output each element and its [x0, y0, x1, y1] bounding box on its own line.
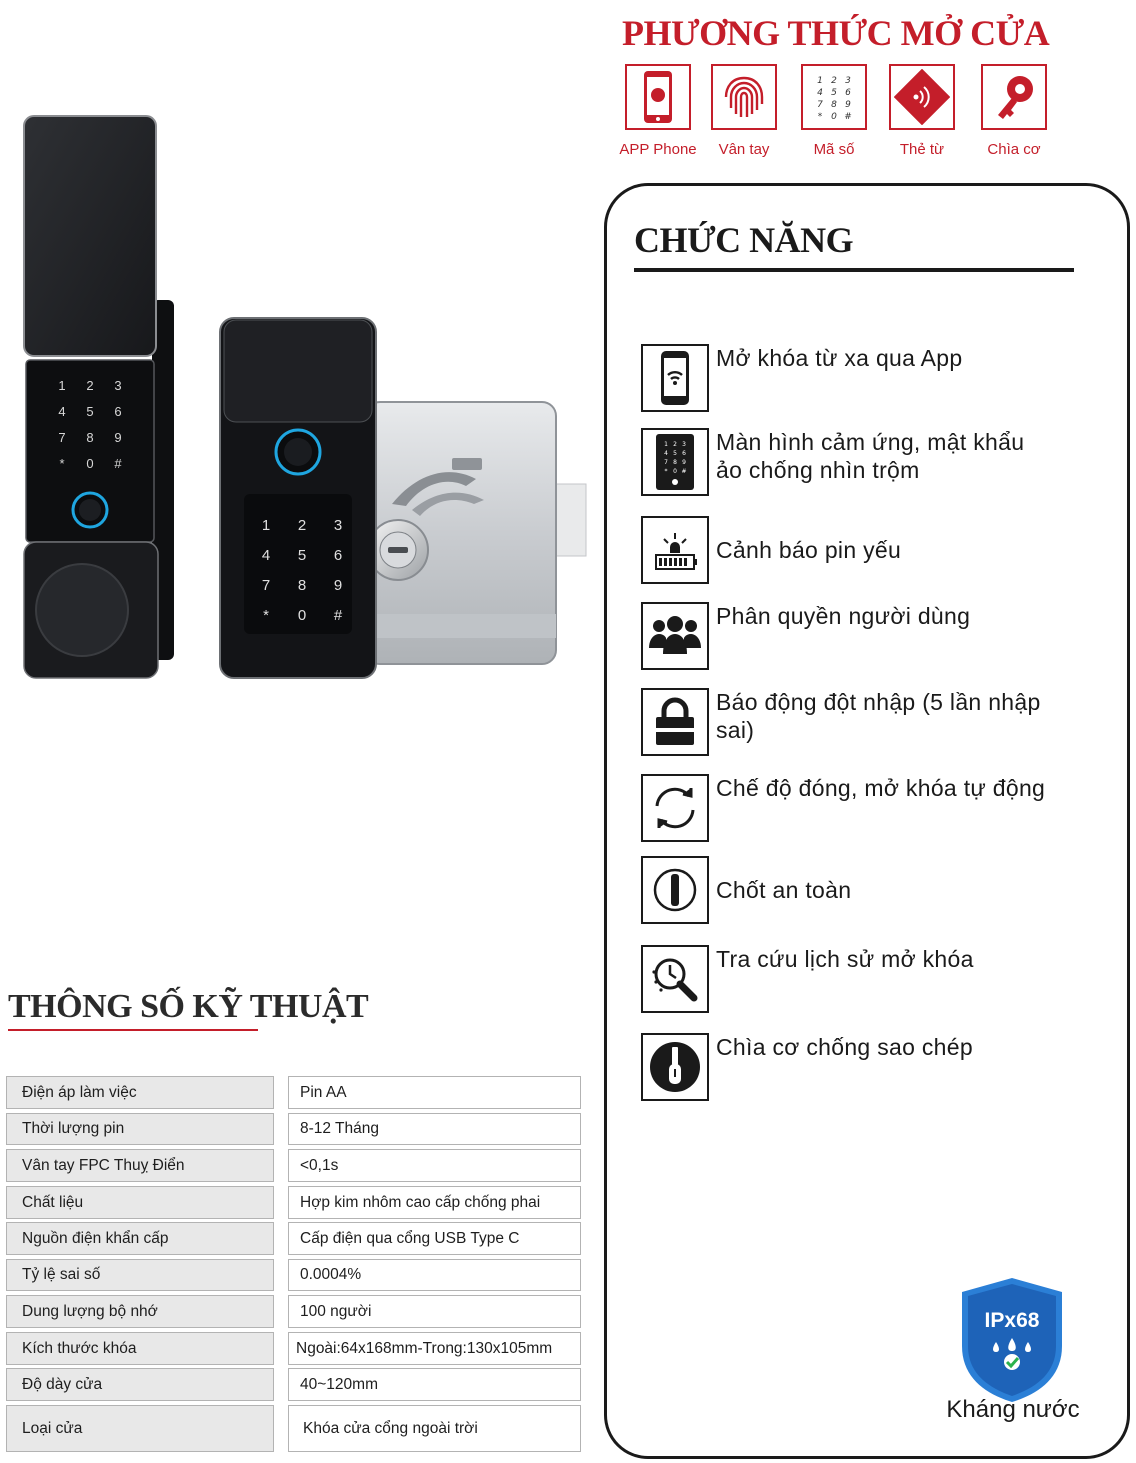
keypad-key: 9	[845, 100, 851, 110]
gate-rim-lock-image	[216, 314, 588, 686]
feature-text: Cảnh báo pin yếu	[716, 537, 902, 563]
keypad-key: 3	[114, 378, 122, 393]
spec-key: Tỷ lệ sai số	[6, 1259, 274, 1291]
anti-copy-key-icon	[641, 1033, 709, 1101]
keypad-key: #	[681, 468, 687, 475]
opening-methods-title: PHƯƠNG THỨC MỞ CỬA	[622, 13, 1050, 53]
keypad-key: 0	[86, 456, 94, 471]
method-label: Chìa cơ	[987, 141, 1041, 158]
keypad-key: 4	[817, 88, 823, 98]
spec-value: 8-12 Tháng	[288, 1113, 581, 1145]
specs-title: THÔNG SỐ KỸ THUẬT	[8, 988, 369, 1025]
keypad-key: 3	[333, 517, 343, 534]
keypad-key: 9	[682, 459, 686, 466]
rfid-card-icon	[889, 64, 955, 130]
keypad-key: #	[333, 607, 343, 624]
keypad-key: *	[263, 607, 269, 624]
keypad-key: 5	[86, 404, 94, 419]
keypad-key: 4	[58, 404, 66, 419]
ipx68-waterproof-badge	[958, 1276, 1066, 1404]
spec-key: Thời lượng pin	[6, 1113, 274, 1145]
feature-text: Chế độ đóng, mở khóa tự động	[716, 775, 1046, 801]
features-title: CHỨC NĂNG	[634, 220, 854, 260]
keypad-key: 7	[261, 577, 271, 594]
keypad-key: 6	[333, 547, 343, 564]
keypad-key: 9	[333, 577, 343, 594]
spec-value: Ngoài:64x168mm-Trong:130x105mm	[288, 1332, 581, 1365]
keypad-key: 0	[297, 607, 307, 624]
keypad-key: 6	[845, 88, 851, 98]
keypad-key: 5	[673, 450, 677, 457]
method-passcode	[788, 64, 880, 158]
phone-wifi-icon	[641, 344, 709, 412]
method-rfid-card	[876, 64, 968, 158]
history-search-icon	[641, 945, 709, 1013]
spec-row-door-thickness	[6, 1368, 582, 1401]
keypad-key: 7	[817, 100, 823, 110]
sliding-smart-lock-image	[20, 112, 180, 684]
method-fingerprint	[698, 64, 790, 158]
keypad-key: *	[664, 468, 668, 475]
spec-key: Chất liệu	[6, 1186, 274, 1219]
keypad-key: 4	[664, 450, 668, 457]
keypad-key: 2	[297, 517, 307, 534]
spec-value: Hợp kim nhôm cao cấp chống phai	[288, 1186, 581, 1219]
keypad-key: 8	[297, 577, 307, 594]
keypad-key: 0	[673, 468, 677, 475]
feature-text: Báo động đột nhập (5 lần nhập sai)	[716, 689, 1041, 743]
keypad-key: #	[114, 456, 122, 471]
method-app-phone	[612, 64, 704, 158]
keypad-key: 1	[58, 378, 66, 393]
keypad-key: #	[844, 112, 852, 122]
spec-key: Độ dày cửa	[6, 1368, 274, 1401]
specs-title-underline	[8, 1029, 258, 1031]
keypad-key: 6	[114, 404, 122, 419]
spec-value: 40~120mm	[288, 1368, 581, 1401]
keypad-key: 7	[664, 459, 668, 466]
keypad-key: 4	[261, 547, 271, 564]
keypad-key: 8	[673, 459, 677, 466]
keypad-key: 8	[831, 100, 837, 110]
spec-value: 0.0004%	[288, 1259, 581, 1291]
ip-rating-code: IPx68	[984, 1309, 1040, 1332]
spec-value: Khóa cửa cổng ngoài trời	[288, 1405, 581, 1452]
method-mechanical-key	[968, 64, 1060, 158]
keypad-key: 9	[114, 430, 122, 445]
keypad-key: 3	[682, 441, 686, 448]
spec-row-emergency-power	[6, 1222, 582, 1255]
opening-methods-list	[608, 64, 1058, 164]
spec-key: Nguồn điện khẩn cấp	[6, 1222, 274, 1255]
smartphone-app-icon	[625, 64, 691, 130]
keypad-key: 1	[261, 517, 271, 534]
spec-key: Dung lượng bộ nhớ	[6, 1295, 274, 1328]
spec-value: 100 người	[288, 1295, 581, 1328]
spec-value: Pin AA	[288, 1076, 581, 1109]
method-label: APP Phone	[619, 141, 697, 158]
waterproof-label: Kháng nước	[946, 1396, 1080, 1423]
feature-text: Màn hình cảm ứng, mật khẩu ảo chống nhìn trộm	[716, 429, 1025, 483]
keypad-key: 2	[831, 76, 837, 86]
keypad-icon	[801, 64, 867, 130]
padlock-alarm-icon	[641, 688, 709, 756]
spec-row-voltage	[6, 1076, 582, 1109]
feature-text: Tra cứu lịch sử mở khóa	[716, 946, 974, 972]
method-label: Thẻ từ	[899, 141, 945, 158]
spec-value: <0,1s	[288, 1149, 581, 1182]
keypad-key: 8	[86, 430, 94, 445]
keypad-key: 5	[297, 547, 307, 564]
keypad-key: 2	[673, 441, 677, 448]
users-group-icon	[641, 602, 709, 670]
keypad-key: 2	[86, 378, 94, 393]
keypad-key: 5	[831, 88, 837, 98]
spec-row-material	[6, 1186, 582, 1219]
key-icon	[981, 64, 1047, 130]
spec-key: Kích thước khóa	[6, 1332, 274, 1365]
spec-row-battery-life	[6, 1113, 582, 1145]
spec-key: Loại cửa	[6, 1405, 274, 1452]
feature-text: Mở khóa từ xa qua App	[716, 345, 963, 371]
auto-cycle-icon	[641, 774, 709, 842]
keypad-key: 1	[817, 76, 823, 86]
feature-text: Chìa cơ chống sao chép	[716, 1034, 973, 1060]
keypad-key: 7	[58, 430, 66, 445]
spec-key: Điện áp làm việc	[6, 1076, 274, 1109]
spec-row-error-rate	[6, 1259, 582, 1291]
keypad-key: 0	[831, 112, 837, 122]
spec-key: Vân tay FPC Thuỵ Điển	[6, 1149, 274, 1182]
method-label: Mã số	[813, 141, 855, 158]
safety-latch-icon	[641, 856, 709, 924]
keypad-key: 1	[664, 441, 668, 448]
keypad-key: 6	[682, 450, 686, 457]
spec-value: Cấp điện qua cổng USB Type C	[288, 1222, 581, 1255]
keypad-key: *	[817, 112, 823, 122]
touch-keypad-icon	[641, 428, 709, 496]
keypad-key: *	[59, 456, 65, 471]
features-title-underline	[634, 268, 1074, 272]
spec-row-dimensions	[6, 1332, 582, 1365]
spec-row-door-type	[6, 1405, 582, 1452]
spec-row-memory	[6, 1295, 582, 1328]
fingerprint-icon	[711, 64, 777, 130]
method-label: Vân tay	[718, 141, 770, 158]
feature-text: Phân quyền người dùng	[716, 603, 971, 629]
spec-row-fingerprint	[6, 1149, 582, 1182]
fingerprint-sensor	[672, 479, 678, 485]
feature-text: Chốt an toàn	[716, 877, 852, 903]
low-battery-alarm-icon	[641, 516, 709, 584]
keypad-key: 3	[845, 76, 851, 86]
